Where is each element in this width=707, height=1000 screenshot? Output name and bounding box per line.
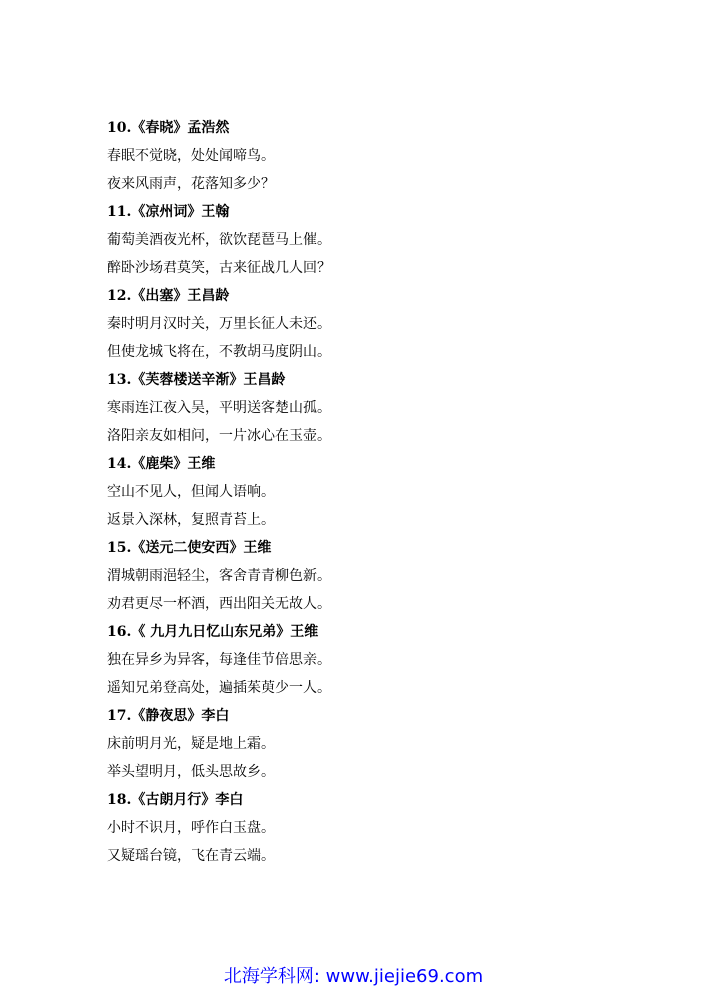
poem-13 <box>107 366 667 450</box>
poem-title: 18.《古朗月行》李白 <box>107 792 244 808</box>
poem-line: 夜来风雨声，花落知多少？ <box>107 176 275 192</box>
poem-18 <box>107 786 667 870</box>
poem-title: 15.《送元二使安西》王维 <box>107 540 272 556</box>
poem-12 <box>107 282 667 366</box>
poem-title: 16.《 九月九日忆山东兄弟》王维 <box>107 624 319 640</box>
poem-line: 醉卧沙场君莫笑，古来征战几人回？ <box>107 260 331 276</box>
poem-line: 空山不见人，但闻人语响。 <box>107 484 275 500</box>
poem-title: 12.《出塞》王昌龄 <box>107 288 230 304</box>
poem-title: 13.《芙蓉楼送辛渐》王昌龄 <box>107 372 286 388</box>
poem-line: 洛阳亲友如相问，一片冰心在玉壶。 <box>107 428 331 444</box>
poem-line: 寒雨连江夜入吴，平明送客楚山孤。 <box>107 400 331 416</box>
footer-watermark: 北海学科网: www.jiejie69.com <box>223 966 484 987</box>
poem-line: 返景入深林，复照青苔上。 <box>107 512 275 528</box>
poem-line: 举头望明月，低头思故乡。 <box>107 764 275 780</box>
poem-line: 又疑瑶台镜，飞在青云端。 <box>107 848 275 864</box>
poem-title: 17.《静夜思》李白 <box>107 708 230 724</box>
poem-line: 床前明月光，疑是地上霜。 <box>107 736 275 752</box>
poem-17 <box>107 702 667 786</box>
poem-title: 14.《鹿柴》王维 <box>107 456 216 472</box>
poem-10 <box>107 114 667 198</box>
poem-line: 春眠不觉晓，处处闻啼鸟。 <box>107 148 275 164</box>
poem-list <box>107 114 667 870</box>
poem-line: 葡萄美酒夜光杯，欲饮琵琶马上催。 <box>107 232 331 248</box>
poem-line: 劝君更尽一杯酒，西出阳关无故人。 <box>107 596 331 612</box>
poem-line: 但使龙城飞将在，不教胡马度阴山。 <box>107 344 331 360</box>
poem-line: 独在异乡为异客，每逢佳节倍思亲。 <box>107 652 331 668</box>
poem-title: 10.《春晓》孟浩然 <box>107 120 230 136</box>
poem-title: 11.《凉州词》王翰 <box>107 204 230 220</box>
poem-14 <box>107 450 667 534</box>
poem-15 <box>107 534 667 618</box>
poem-line: 遥知兄弟登高处，遍插茱萸少一人。 <box>107 680 331 696</box>
poem-16 <box>107 618 667 702</box>
poem-line: 秦时明月汉时关，万里长征人未还。 <box>107 316 331 332</box>
poem-11 <box>107 198 667 282</box>
poem-line: 小时不识月，呼作白玉盘。 <box>107 820 275 836</box>
poem-line: 渭城朝雨浥轻尘，客舍青青柳色新。 <box>107 568 331 584</box>
